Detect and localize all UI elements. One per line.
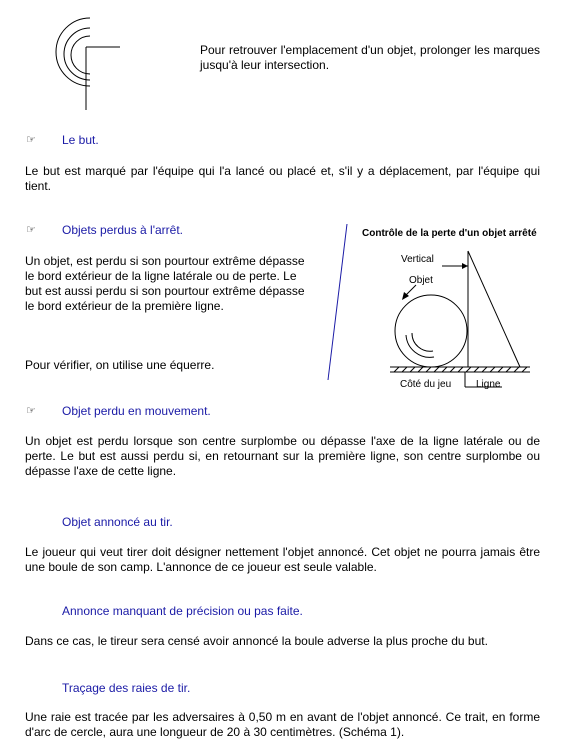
paragraph-annonce-manquant: Dans ce cas, le tireur sera censé avoir annoncé la boule adverse la plus proche du but. <box>25 634 488 648</box>
heading-tracage-raies: Traçage des raies de tir. <box>62 681 191 695</box>
intro-text: Pour retrouver l'emplacement d'un objet, prolonger les marques jusqu'à leur intersection. <box>200 43 540 72</box>
paragraph-objet-perdu-mouvement: Un objet est perdu lorsque son centre surplombe ou dépasse l'axe de la ligne latérale ou de perte. Le but est aussi perdu si, en retournant sur la première ligne, son centre surplombe ou dépasse l'axe de cette ligne. <box>25 434 540 478</box>
lost-object-control-diagram <box>390 245 540 395</box>
heading-objet-perdu-mouvement: Objet perdu en mouvement. <box>62 404 211 418</box>
paragraph-objets-perdus-arret: Un objet, est perdu si son pourtour extrême dépasse le bord extérieur de la ligne latérale ou de perte. Le but est aussi perdu si son pourtour extrême dépasse le bord extérieur de la première ligne. <box>25 254 305 313</box>
intersection-marks-figure <box>40 0 120 112</box>
paragraph-objet-annonce: Le joueur qui veut tirer doit désigner nettement l'objet annoncé. Cet objet ne pourra jamais être une boule de son camp. L'annonce de ce joueur est seule valable. <box>25 545 540 574</box>
diagram-label-vertical: Vertical <box>401 254 434 265</box>
bullet-icon: ☞ <box>26 405 36 417</box>
diagonal-divider <box>320 220 350 385</box>
heading-annonce-manquant: Annonce manquant de précision ou pas faite. <box>62 604 303 618</box>
bullet-icon: ☞ <box>26 134 36 146</box>
heading-objets-perdus-arret: Objets perdus à l'arrêt. <box>62 223 184 237</box>
diagram-label-cote-du-jeu: Côté du jeu <box>400 379 452 390</box>
heading-objet-annonce: Objet annoncé au tir. <box>62 515 173 529</box>
diagram-label-ligne: Ligne <box>476 379 501 390</box>
paragraph-verifier: Pour vérifier, on utilise une équerre. <box>25 358 215 372</box>
paragraph-le-but: Le but est marqué par l'équipe qui l'a lancé ou placé et, s'il y a déplacement, par l'équipe qui tient. <box>25 164 540 193</box>
bullet-icon: ☞ <box>26 224 36 236</box>
diagram-title: Contrôle de la perte d'un objet arrêté <box>362 228 537 239</box>
diagram-label-objet: Objet <box>409 275 433 286</box>
heading-le-but: Le but. <box>62 133 99 147</box>
paragraph-tracage-raies: Une raie est tracée par les adversaires à 0,50 m en avant de l'objet annoncé. Ce trait, en forme d'arc de cercle, aura une longueur de 20 à 30 centimètres. (Schéma 1). <box>25 710 540 739</box>
